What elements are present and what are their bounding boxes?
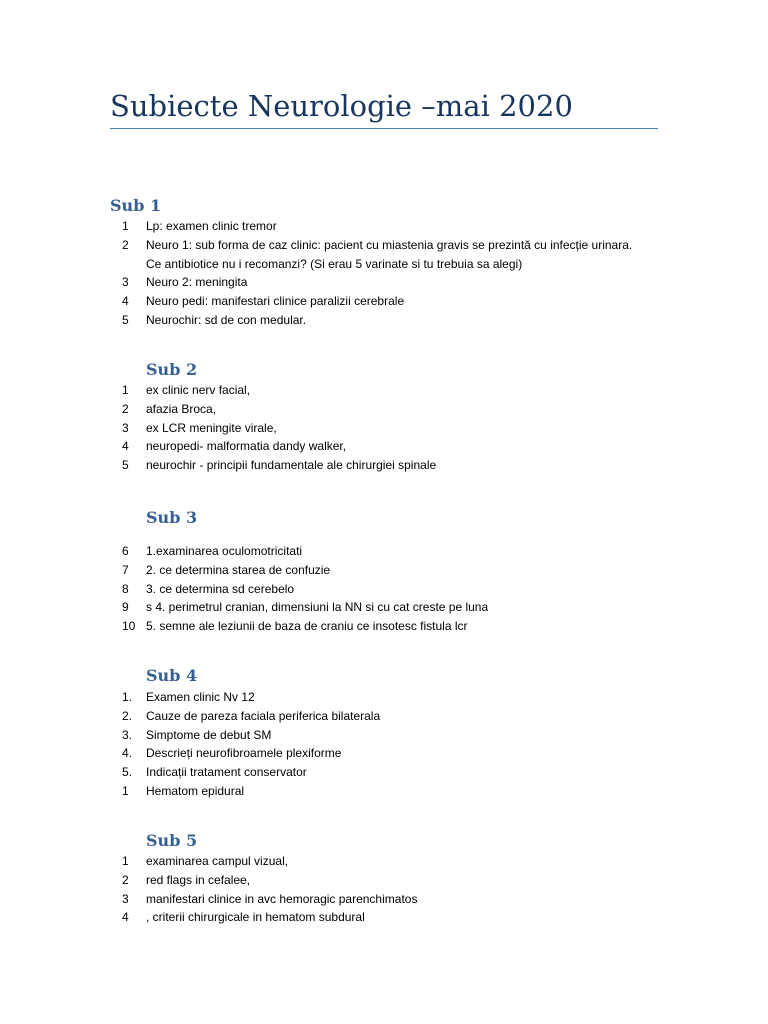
item-number: 4 <box>122 910 129 925</box>
item-number: 7 <box>122 562 129 577</box>
item-text: Hematom epidural <box>146 783 245 798</box>
item-number: 8 <box>122 581 129 596</box>
list-item <box>0 688 640 707</box>
list-item <box>0 292 640 311</box>
item-text: neuropedi- malformatia dandy walker, <box>146 439 347 454</box>
item-list <box>0 217 640 330</box>
item-list <box>0 381 640 475</box>
item-text: 2. ce determina starea de confuzie <box>146 562 331 577</box>
list-item <box>0 381 640 400</box>
list-item <box>0 707 640 726</box>
item-number: 1. <box>122 690 133 704</box>
item-text: Examen clinic Nv 12 <box>146 690 255 704</box>
list-item <box>0 617 640 636</box>
item-text: 1.examinarea oculomotricitati <box>146 544 303 558</box>
list-item <box>0 419 640 438</box>
item-text: Simptome de debut SM <box>146 727 272 742</box>
item-number: 1 <box>122 854 129 868</box>
item-text: Neuro pedi: manifestari clinice paralizii cerebrale <box>146 294 405 309</box>
list-item <box>0 782 640 801</box>
item-text: Indicații tratament conservator <box>146 765 307 780</box>
item-text: , criterii chirurgicale in hematom subdural <box>146 910 365 925</box>
item-number: 2 <box>122 872 129 887</box>
item-list <box>0 542 640 636</box>
item-text: afazia Broca, <box>146 401 217 416</box>
list-item <box>0 852 640 871</box>
item-text: Descrieți neurofibroamele plexiforme <box>146 746 342 761</box>
list-item <box>0 871 640 890</box>
item-text: Neuro 1: sub forma de caz clinic: pacient cu miastenia gravis se prezintă cu infecție urinara. Ce antibiotice nu i recomanzi? (Si erau 5 varinate si tu trebuia sa alegi) <box>146 237 633 271</box>
item-number: 4 <box>122 439 129 454</box>
item-text: examinarea campul vizual, <box>146 854 289 868</box>
item-text: 5. semne ale leziunii de baza de craniu ce insotesc fistula lcr <box>146 619 468 634</box>
section-heading: Sub 2 <box>146 360 198 379</box>
list-item <box>0 763 640 782</box>
item-text: Neuro 2: meningita <box>146 275 248 290</box>
item-text: red flags in cefalee, <box>146 872 251 887</box>
section-heading: Sub 1 <box>110 196 162 215</box>
list-item <box>0 598 640 617</box>
list-item <box>0 456 640 475</box>
item-text: s 4. perimetrul cranian, dimensiuni la NN si cu cat creste pe luna <box>146 600 489 615</box>
item-text: Cauze de pareza faciala periferica bilaterala <box>146 708 381 723</box>
list-item <box>0 311 640 330</box>
item-number: 5 <box>122 312 129 327</box>
item-number: 10 <box>122 619 136 634</box>
item-number: 5. <box>122 765 133 780</box>
list-item <box>0 561 640 580</box>
list-item <box>0 542 640 561</box>
item-number: 4 <box>122 294 129 309</box>
section-heading: Sub 4 <box>146 666 198 685</box>
section-heading: Sub 3 <box>146 508 198 527</box>
item-list <box>0 688 640 801</box>
page-title: Subiecte Neurologie –mai 2020 <box>110 89 573 123</box>
title-underline <box>110 128 658 129</box>
item-number: 6 <box>122 544 129 558</box>
item-text: 3. ce determina sd cerebelo <box>146 581 295 596</box>
item-text: neurochir - principii fundamentale ale chirurgiei spinale <box>146 458 437 473</box>
item-number: 3 <box>122 420 129 435</box>
item-number: 4. <box>122 746 133 761</box>
item-number: 1 <box>122 783 129 798</box>
item-number: 1 <box>122 219 129 233</box>
list-item <box>0 890 640 909</box>
item-text: ex clinic nerv facial, <box>146 383 251 397</box>
item-number: 2. <box>122 708 133 723</box>
item-text: Lp: examen clinic tremor <box>146 219 277 233</box>
item-number: 1 <box>122 383 129 397</box>
list-item <box>0 744 640 763</box>
item-number: 2 <box>122 401 129 416</box>
item-number: 3 <box>122 275 129 290</box>
item-text: manifestari clinice in avc hemoragic parenchimatos <box>146 891 418 906</box>
list-item <box>0 437 640 456</box>
item-text: ex LCR meningite virale, <box>146 420 277 435</box>
item-list <box>0 852 640 927</box>
item-number: 9 <box>122 600 129 615</box>
item-number: 3 <box>122 891 129 906</box>
list-item <box>0 273 640 292</box>
item-number: 3. <box>122 727 133 742</box>
list-item <box>0 726 640 745</box>
list-item <box>0 236 640 274</box>
list-item <box>0 908 640 927</box>
item-number: 5 <box>122 458 129 473</box>
item-text: Neurochir: sd de con medular. <box>146 312 307 327</box>
section-heading: Sub 5 <box>146 831 198 850</box>
list-item <box>0 217 640 236</box>
list-item <box>0 400 640 419</box>
item-number: 2 <box>122 237 129 252</box>
list-item <box>0 580 640 599</box>
